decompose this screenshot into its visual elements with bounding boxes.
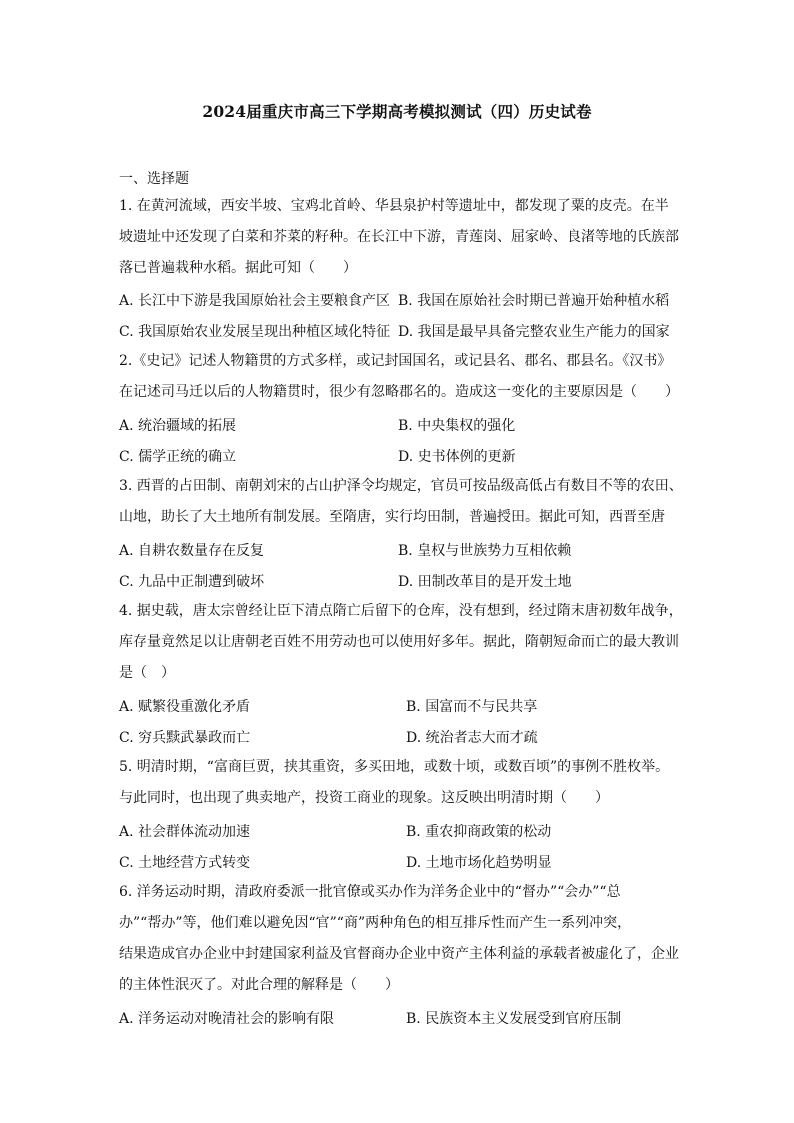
question-text-line: 5. 明清时期，“富商巨贾，挟其重资，多买田地，或数十顷，或数百顷”的事例不胜枚举。 — [119, 759, 670, 775]
question-text-line: 的主体性泯灭了。对此合理的解释是（ ） — [119, 977, 399, 993]
option-c: C. 土地经营方式转变 — [119, 855, 251, 871]
option-b: B. 民族资本主义发展受到官府压制 — [406, 1011, 622, 1027]
option-c: C. 九品中正制遭到破坏 — [119, 574, 265, 590]
option-b: B. 中央集权的强化 — [398, 418, 516, 434]
question-4 — [119, 596, 683, 689]
question-text-line: 库存量竟然足以让唐朝老百姓不用劳动也可以使用好多年。据此，隋朝短命而亡的最大教训 — [119, 634, 679, 650]
option-d: D. 田制改革目的是开发土地 — [398, 574, 572, 590]
option-b: B. 我国在原始社会时期已普遍开始种植水稻 — [398, 293, 670, 309]
question-text-line: 是（ ） — [119, 665, 175, 681]
option-d: D. 史书体例的更新 — [398, 449, 516, 465]
section-heading: 一、选择题 — [119, 171, 189, 187]
question-text-line: 6. 洋务运动时期，清政府委派一批官僚或买办作为洋务企业中的“督办”“会办”“总 — [119, 884, 621, 900]
option-a: A. 自耕农数量存在反复 — [119, 543, 265, 559]
question-text-line: 山地，助长了大土地所有制发展。至隋唐，实行均田制，普遍授田。据此可知，西晋至唐 — [119, 509, 665, 525]
question-text-line: 1. 在黄河流域，西安半坡、宝鸡北首岭、华县泉护村等遗址中，都发现了粟的皮壳。在半 — [119, 198, 669, 214]
option-a: A. 赋繁役重激化矛盾 — [119, 699, 251, 715]
question-3 — [119, 471, 683, 533]
option-a: A. 洋务运动对晚清社会的影响有限 — [119, 1011, 335, 1027]
option-d: D. 统治者志大而才疏 — [406, 730, 538, 746]
option-a: A. 社会群体流动加速 — [119, 824, 251, 840]
question-5 — [119, 752, 679, 814]
page-title: 2024届重庆市高三下学期高考模拟测试（四）历史试卷 — [202, 102, 592, 121]
option-b: B. 皇权与世族势力互相依赖 — [398, 543, 572, 559]
question-text-line: 结果造成官办企业中封建国家利益及官督商办企业中资产主体利益的承载者被虚化了，企业 — [119, 946, 679, 962]
option-c: C. 我国原始农业发展呈现出种植区域化特征 — [119, 324, 391, 340]
question-6 — [119, 877, 679, 1001]
option-a: A. 统治疆域的拓展 — [119, 418, 237, 434]
option-b: B. 重农抑商政策的松动 — [406, 824, 552, 840]
option-d: D. 土地市场化趋势明显 — [406, 855, 552, 871]
option-c: C. 穷兵黩武暴政而亡 — [119, 730, 251, 746]
question-text-line: 与此同时，也出现了典卖地产，投资工商业的现象。这反映出明清时期（ ） — [119, 790, 609, 806]
question-text-line: 坡遗址中还发现了白菜和芥菜的籽种。在长江中下游，青莲岗、屈家岭、良渚等地的氏族部 — [119, 229, 679, 245]
question-text-line: 3. 西晋的占田制、南朝刘宋的占山护泽令均规定，官员可按品级高低占有数目不等的农田、 — [119, 478, 683, 494]
question-text-line: 4. 据史载，唐太宗曾经让臣下清点隋亡后留下的仓库，没有想到，经过隋末唐初数年战争， — [119, 603, 683, 619]
option-b: B. 国富而不与民共享 — [406, 699, 538, 715]
question-text-line: 在记述司马迁以后的人物籍贯时，很少有忽略郡名的。造成这一变化的主要原因是（ ） — [119, 384, 679, 400]
option-d: D. 我国是最早具备完整农业生产能力的国家 — [398, 324, 670, 340]
question-text-line: 2.《史记》记述人物籍贯的方式多样，或记封国国名，或记县名、郡名、郡县名。《汉书》 — [119, 353, 672, 369]
option-c: C. 儒学正统的确立 — [119, 449, 237, 465]
question-text-line: 办”“帮办”等，他们难以避免因“官”“商”两种角色的相互排斥性而产生一系列冲突， — [119, 915, 632, 931]
question-text-line: 落已普遍栽种水稻。据此可知（ ） — [119, 260, 357, 276]
option-a: A. 长江中下游是我国原始社会主要粮食产区 — [119, 293, 391, 309]
question-2 — [119, 346, 679, 408]
question-1 — [119, 191, 679, 284]
